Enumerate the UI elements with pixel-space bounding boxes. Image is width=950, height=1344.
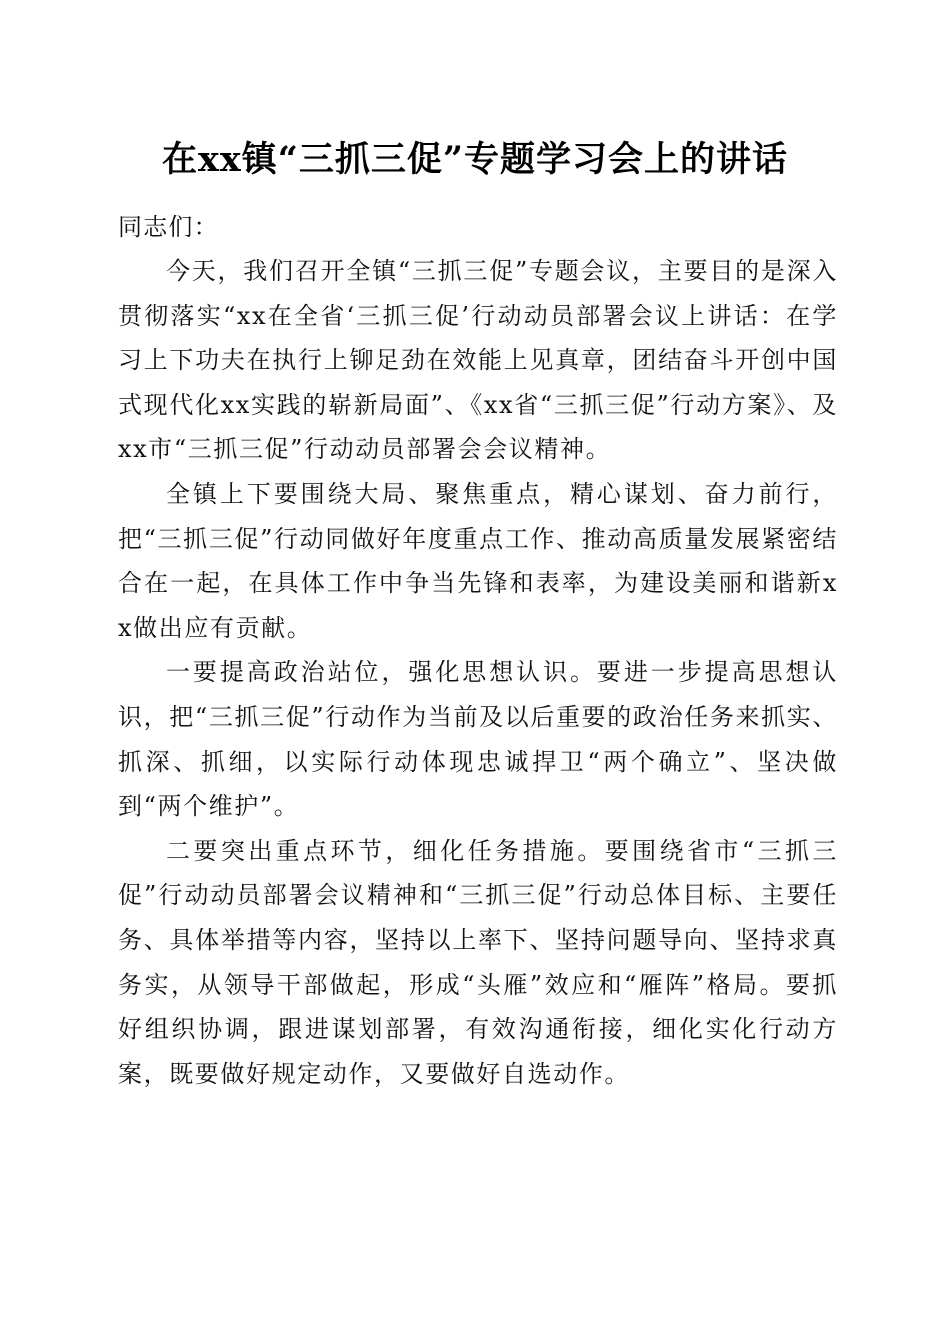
paragraph-1: 今天，我们召开全镇“三抓三促”专题会议，主要目的是深入贯彻落实“xx在全省‘三抓三促’行动动员部署会议上讲话：在学习上下功夫在执行上铆足劲在效能上见真章，团结奋斗开创中国式现代化xx实践的崭新局面”、《xx省“三抓三促”行动方案》、及xx市“三抓三促”行动动员部署会会议精神。 (118, 257, 838, 464)
paragraph-4: 二要突出重点环节，细化任务措施。要围绕省市“三抓三促”行动动员部署会议精神和“三抓三促”行动总体目标、主要任务、具体举措等内容，坚持以上率下、坚持问题导向、坚持求真务实，从领导干部做起，形成“头雁”效应和“雁阵”格局。要抓好组织协调，跟进谋划部署，有效沟通衔接，细化实化行动方案，既要做好规定动作，又要做好自选动作。 (118, 836, 838, 1088)
document-title: 在xx镇“三抓三促”专题学习会上的讲话 (162, 139, 788, 180)
greeting: 同志们： (118, 213, 219, 241)
paragraph-3: 一要提高政治站位，强化思想认识。要进一步提高思想认识，把“三抓三促”行动作为当前及以后重要的政治任务来抓实、抓深、抓细，以实际行动体现忠诚捍卫“两个确立”、坚决做到“两个维护”。 (118, 658, 838, 821)
document-body (118, 205, 838, 1096)
paragraph-2: 全镇上下要围绕大局、聚焦重点，精心谋划、奋力前行，把“三抓三促”行动同做好年度重点工作、推动高质量发展紧密结合在一起，在具体工作中争当先锋和表率，为建设美丽和谐新xx做出应有贡献。 (118, 479, 838, 642)
